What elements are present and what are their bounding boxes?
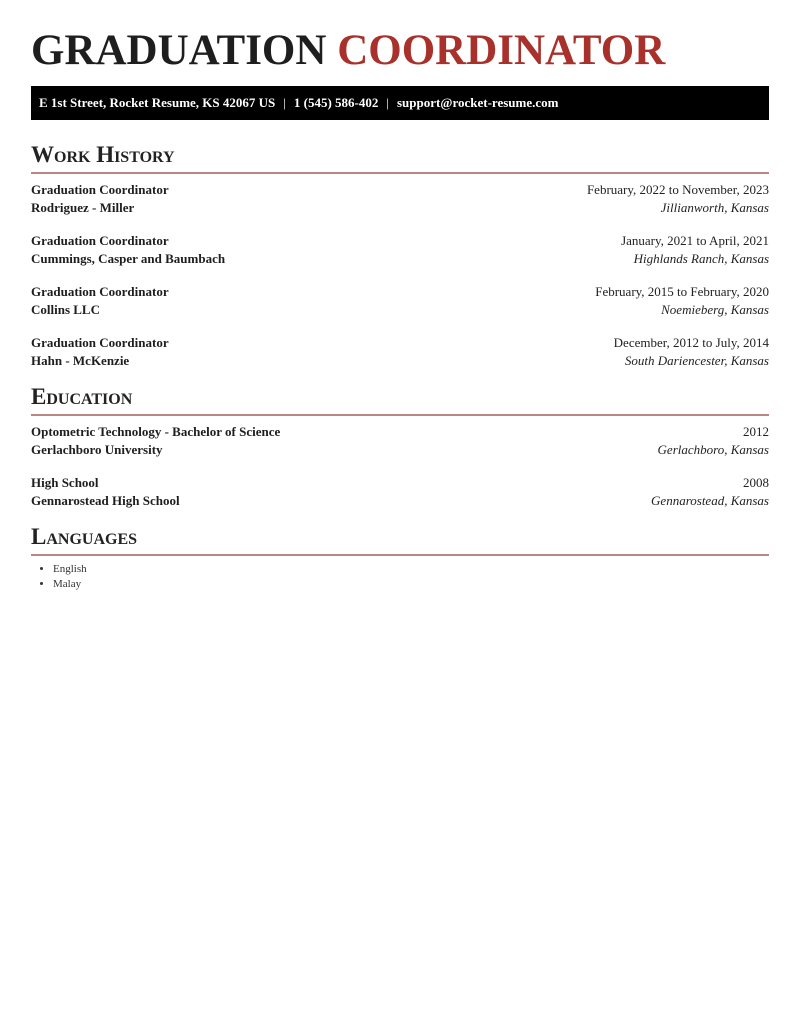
work-entry (31, 232, 769, 268)
education-entry (31, 474, 769, 510)
degree: High School (31, 475, 99, 490)
job-dates: February, 2022 to November, 2023 (586, 182, 769, 197)
job-company: Cummings, Casper and Baumbach (31, 251, 226, 266)
contact-bar (31, 86, 769, 120)
school: Gerlachboro University (31, 442, 163, 457)
school: Gennarostead High School (31, 493, 180, 508)
job-location: Highlands Ranch, Kansas (633, 251, 769, 266)
title-part-2: COORDINATOR (337, 27, 666, 74)
education-entry (31, 423, 769, 459)
job-company: Hahn - McKenzie (31, 353, 130, 368)
edu-year: 2012 (743, 424, 769, 439)
job-role: Graduation Coordinator (31, 182, 169, 197)
section-divider (31, 414, 769, 416)
contact-address: E 1st Street, Rocket Resume, KS 42067 US (39, 95, 276, 110)
list-item: • Malay (53, 577, 87, 592)
job-role: Graduation Coordinator (31, 335, 169, 350)
section-divider (31, 172, 769, 174)
job-role: Graduation Coordinator (31, 233, 169, 248)
edu-location: Gerlachboro, Kansas (657, 442, 769, 457)
work-entry (31, 334, 769, 370)
section-title-languages: Languages (31, 524, 138, 549)
edu-location: Gennarostead, Kansas (651, 493, 769, 508)
languages-list (31, 562, 87, 592)
contact-phone: 1 (545) 586-402 (293, 95, 379, 110)
separator: | (386, 95, 389, 110)
degree: Optometric Technology - Bachelor of Science (31, 424, 281, 439)
title-part-1: GRADUATION (31, 27, 327, 74)
job-dates: February, 2015 to February, 2020 (595, 284, 769, 299)
work-entry (31, 283, 769, 319)
list-item: • English (53, 562, 87, 577)
page-title (31, 26, 665, 76)
section-divider (31, 554, 769, 556)
job-location: South Dariencester, Kansas (624, 353, 769, 368)
job-role: Graduation Coordinator (31, 284, 169, 299)
edu-year: 2008 (743, 475, 769, 490)
section-title-education: Education (31, 384, 133, 409)
separator: | (283, 95, 286, 110)
job-location: Noemieberg, Kansas (661, 302, 769, 317)
job-location: Jillianworth, Kansas (660, 200, 769, 215)
section-title-work-history: Work History (31, 142, 175, 167)
contact-email[interactable]: support@rocket-resume.com (397, 95, 559, 110)
job-dates: December, 2012 to July, 2014 (613, 335, 769, 350)
job-company: Collins LLC (31, 302, 100, 317)
job-company: Rodriguez - Miller (31, 200, 135, 215)
work-entry (31, 181, 769, 217)
job-dates: January, 2021 to April, 2021 (621, 233, 769, 248)
